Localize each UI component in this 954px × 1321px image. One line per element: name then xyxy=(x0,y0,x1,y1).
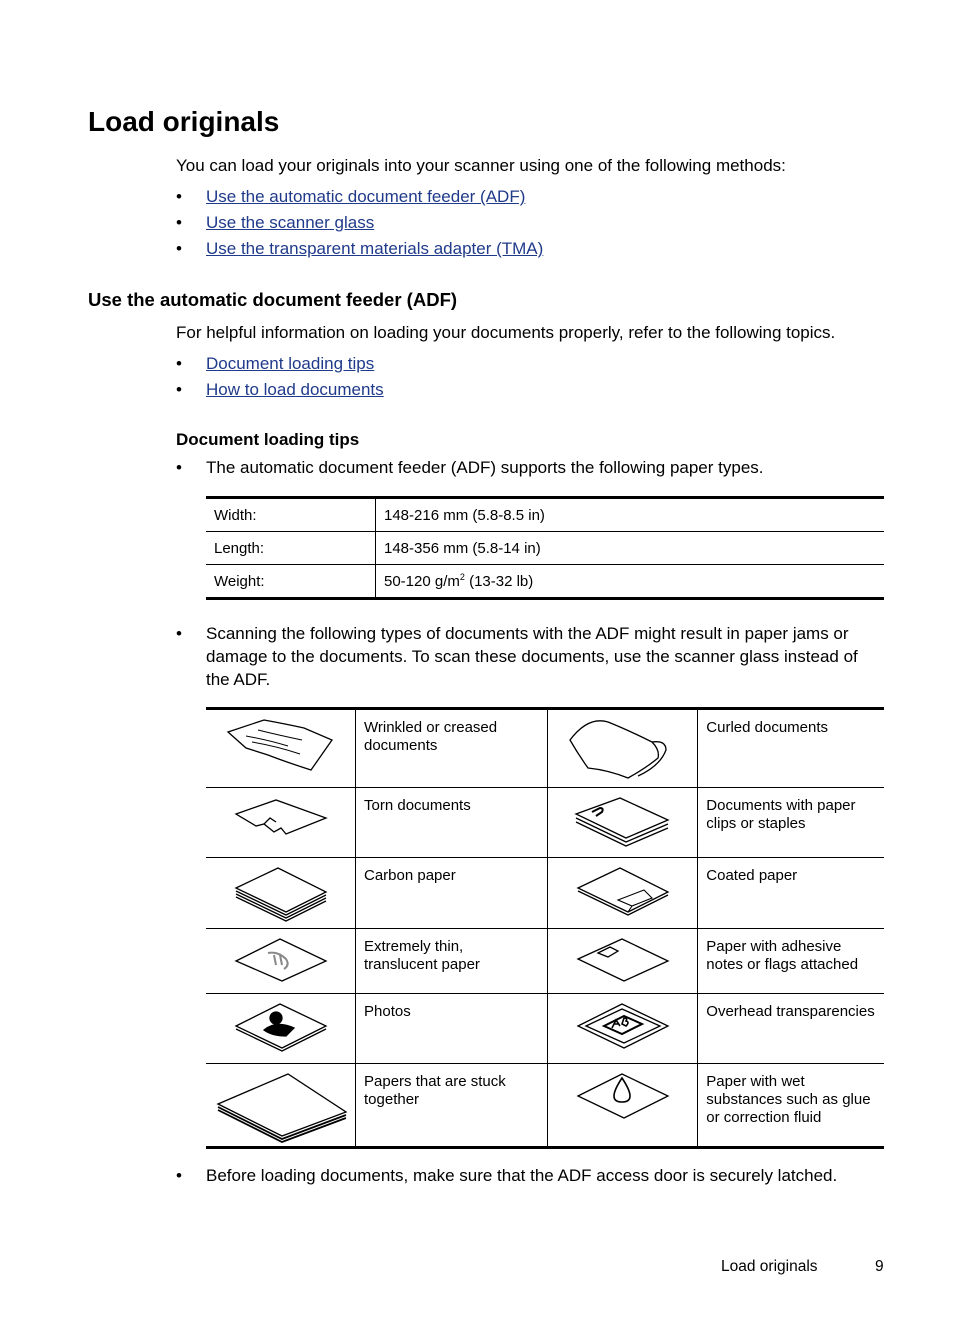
footer-section: Load originals xyxy=(721,1258,818,1275)
curled-paper-icon xyxy=(548,709,698,788)
adf-heading: Use the automatic document feeder (ADF) xyxy=(88,289,458,310)
doc-type-label: Coated paper xyxy=(698,858,884,929)
doc-type-label: Papers that are stuck together xyxy=(356,1064,548,1148)
bullet-dot: • xyxy=(176,354,182,373)
page-number: 9 xyxy=(875,1258,884,1275)
thin-paper-icon xyxy=(206,929,356,994)
carbon-paper-icon xyxy=(206,858,356,929)
table-row xyxy=(206,788,884,858)
bullet-dot: • xyxy=(176,1166,182,1185)
wrinkled-paper-icon xyxy=(206,709,356,788)
doc-type-label: Extremely thin, translucent paper xyxy=(356,929,548,994)
transparency-icon xyxy=(548,994,698,1064)
table-row xyxy=(206,929,884,994)
spec-value: 148-216 mm (5.8-8.5 in) xyxy=(376,498,885,532)
link-loading-tips[interactable]: Document loading tips xyxy=(206,354,375,373)
table-row xyxy=(206,994,884,1064)
spec-label: Length: xyxy=(206,532,376,565)
page-title: Load originals xyxy=(88,106,280,137)
bullet-dot: • xyxy=(176,187,182,206)
wet-paper-icon xyxy=(548,1064,698,1148)
adhesive-note-icon xyxy=(548,929,698,994)
doc-type-label: Photos xyxy=(356,994,548,1064)
bullet-text: Before loading documents, make sure that the ADF access door is securely latched. xyxy=(206,1166,838,1185)
table-row xyxy=(206,709,884,788)
doc-type-label: Torn documents xyxy=(356,788,548,858)
spec-label: Weight: xyxy=(206,565,376,599)
link-tma[interactable]: Use the transparent materials adapter (TMA) xyxy=(206,239,544,258)
tips-heading: Document loading tips xyxy=(176,430,360,449)
link-adf[interactable]: Use the automatic document feeder (ADF) xyxy=(206,187,526,206)
spec-value: 148-356 mm (5.8-14 in) xyxy=(376,532,885,565)
photo-icon xyxy=(206,994,356,1064)
coated-paper-icon xyxy=(548,858,698,929)
bullet-text: Scanning the following types of documents with the ADF might result in paper jams or damage to the documents. To scan these documents, use the scanner glass instead of the ADF. xyxy=(206,624,858,689)
doc-type-label: Paper with adhesive notes or flags attached xyxy=(698,929,884,994)
bullet-dot: • xyxy=(176,380,182,399)
spec-value-superscript: 2 xyxy=(459,572,465,582)
intro-text: You can load your originals into your scanner using one of the following methods: xyxy=(176,156,786,175)
adf-intro-text: For helpful information on loading your documents properly, refer to the following topics. xyxy=(176,323,836,342)
doc-type-label: Carbon paper xyxy=(356,858,548,929)
document-types-table xyxy=(206,707,884,1149)
doc-type-label: Documents with paper clips or staples xyxy=(698,788,884,858)
link-scanner-glass[interactable]: Use the scanner glass xyxy=(206,213,375,232)
table-row xyxy=(206,858,884,929)
table-row xyxy=(206,498,884,532)
stuck-papers-icon xyxy=(206,1064,356,1148)
spec-value-main: 50-120 g/m xyxy=(384,573,460,590)
paper-spec-table xyxy=(206,496,884,600)
table-row xyxy=(206,532,884,565)
table-row xyxy=(206,565,884,599)
bullet-dot: • xyxy=(176,458,182,477)
table-row xyxy=(206,1064,884,1148)
spec-label: Width: xyxy=(206,498,376,532)
link-how-to-load[interactable]: How to load documents xyxy=(206,380,384,399)
doc-type-label: Paper with wet substances such as glue or correction fluid xyxy=(706,1073,871,1126)
bullet-dot: • xyxy=(176,213,182,232)
spec-value-unit: (13-32 lb) xyxy=(464,573,534,590)
doc-type-label: Overhead transparencies xyxy=(698,994,884,1064)
bullet-dot: • xyxy=(176,239,182,258)
bullet-text: The automatic document feeder (ADF) supports the following paper types. xyxy=(206,458,764,477)
bullet-dot: • xyxy=(176,624,182,643)
spec-value xyxy=(376,565,885,599)
doc-type-label: Wrinkled or creased documents xyxy=(356,709,548,788)
doc-type-label: Curled documents xyxy=(698,709,884,788)
torn-paper-icon xyxy=(206,788,356,858)
paper-clip-icon xyxy=(548,788,698,858)
